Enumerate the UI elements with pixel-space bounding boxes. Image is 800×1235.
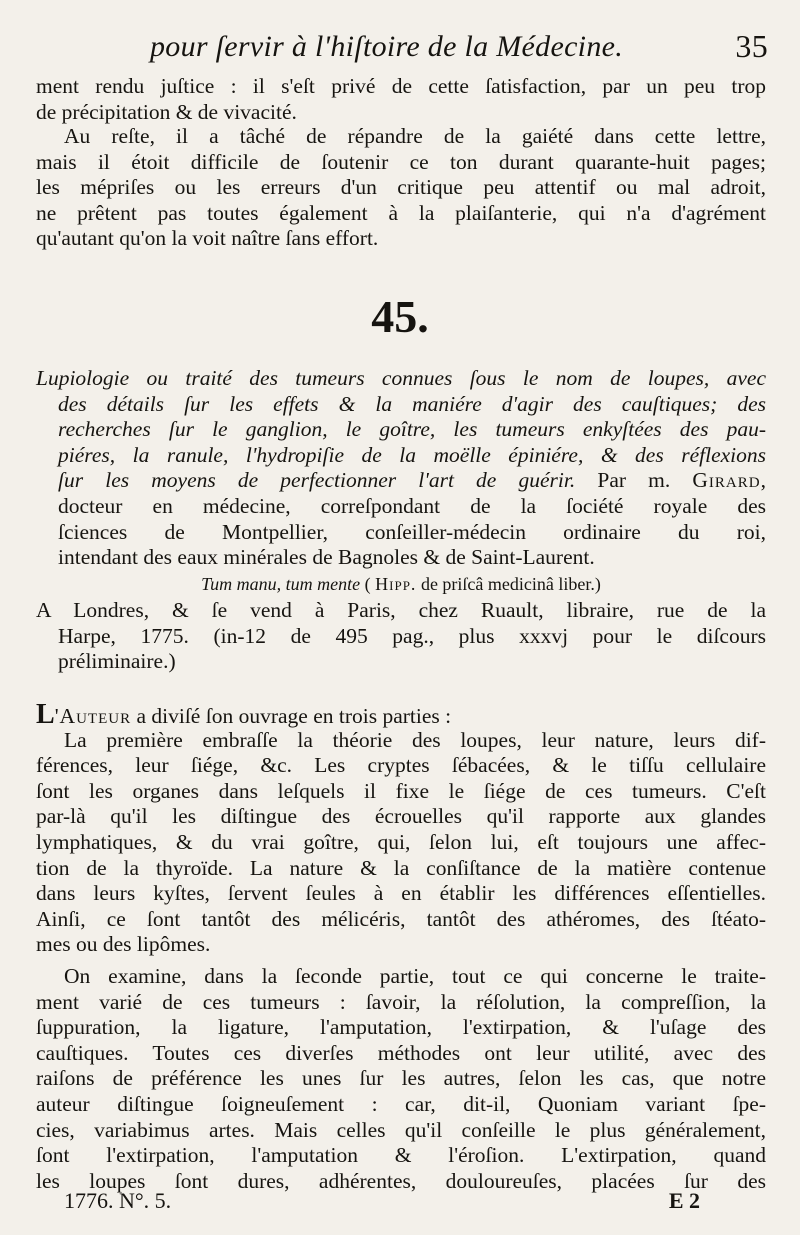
- text-line: par-là qu'il les diſtingue des écrouelles qu'il rapporte aux glandes: [36, 804, 766, 829]
- intro-paragraph: [36, 74, 766, 125]
- title-line: des détails ſur les effets & la maniére d'agir des cauſtiques; des: [58, 391, 766, 416]
- epigraph-latin: Tum manu, tum mente: [201, 574, 361, 594]
- text-line: La première embraſſe la théorie des loupes, leur nature, leurs dif-: [64, 727, 766, 752]
- opening-line: [36, 699, 766, 730]
- text-line: les loupes ſont dures, adhérentes, douloureuſes, placées ſur des: [36, 1168, 766, 1193]
- text-line: Ainſi, ce ſont tantôt des mélicéris, tantôt des athéromes, des ſtéato-: [36, 906, 766, 931]
- text-line: auteur diſtingue ſoigneuſement : car, dit-il, Quoniam variant ſpe-: [36, 1091, 766, 1116]
- gathering-mark: E 2: [668, 1188, 700, 1213]
- text-line: dans leurs kyſtes, ſervent ſeules à en établir les différences eſſentielles.: [36, 881, 766, 906]
- text-line: mais il étoit difficile de ſoutenir ce ton durant quarante-huit pages;: [36, 149, 766, 174]
- title-line: recherches ſur le ganglion, le goître, les tumeurs enkyſtées des pau-: [58, 417, 766, 442]
- text-line: ſont les organes dans leſquels il fixe le ſiége de ces tumeurs. C'eſt: [36, 778, 766, 803]
- epigraph-rest: de priſcâ medicinâ liber.): [416, 574, 601, 594]
- imprint-line: préliminaire.): [58, 649, 176, 674]
- title-line: piéres, la ranule, l'hydropiſie de la moëlle épiniére, & des réflexions: [58, 442, 766, 467]
- page-number: 35: [735, 28, 768, 64]
- author-name: Girard: [692, 468, 761, 493]
- epigraph-open: (: [360, 574, 376, 594]
- epigraph-source: Hipp.: [375, 574, 417, 594]
- text-line: lymphatiques, & du vrai goître, qui, ſelon lui, eſt toujours une affec-: [36, 829, 766, 854]
- epigraph: [36, 572, 766, 598]
- imprint: [36, 598, 766, 675]
- imprint-line: A Londres, & ſe vend à Paris, chez Ruault, libraire, rue de la: [36, 598, 766, 622]
- text-line: férences, leur ſiége, &c. Les cryptes ſébacées, & le tiſſu cellulaire: [36, 753, 766, 778]
- article-number: 45.: [371, 291, 429, 342]
- author-line: intendant des eaux minérales de Bagnoles & de Saint-Laurent.: [58, 545, 595, 570]
- opening-rest: a diviſé ſon ouvrage en trois parties :: [131, 704, 452, 728]
- text-line: ſont l'extirpation, l'amputation & l'éroſion. L'extirpation, quand: [36, 1143, 766, 1168]
- imprint-line: Harpe, 1775. (in-12 de 495 pag., plus xxxvj pour le diſcours: [58, 623, 766, 648]
- running-title: pour ſervir à l'hiſtoire de la Médecine.: [150, 30, 624, 63]
- title-ending: ſur les moyens de perfectionner l'art de guérir.: [58, 468, 576, 493]
- text-line: qu'autant qu'on la voit naître ſans effort.: [36, 226, 379, 251]
- text-line: Au reſte, il a tâché de répandre de la gaiété dans cette lettre,: [64, 124, 766, 148]
- text-line: ment varié de ces tumeurs : ſavoir, la réſolution, la compreſſion, la: [36, 989, 766, 1014]
- text-line: de précipitation & de vivacité.: [36, 99, 297, 124]
- book-title-entry: [36, 366, 766, 571]
- text-line: cauſtiques. Toutes ces diverſes méthodes ont leur utilité, avec des: [36, 1040, 766, 1065]
- author-line: ſciences de Montpellier, conſeiller-médecin ordinaire du roi,: [58, 519, 766, 544]
- text-line: cies, variabimus artes. Mais celles qu'il conſeille le plus généralement,: [36, 1117, 766, 1142]
- opening-caps: 'Auteur: [54, 704, 132, 728]
- running-header: [150, 30, 768, 70]
- drop-initial: L: [36, 699, 55, 730]
- text-line: mes ou des lipômes.: [36, 932, 211, 957]
- title-line: Lupiologie ou traité des tumeurs connues ſous le nom de loupes, avec: [36, 366, 766, 390]
- text-line: tion de la thyroïde. La nature & la conſiſtance de la matière contenue: [36, 855, 766, 880]
- text-line: On examine, dans la ſeconde partie, tout ce qui concerne le traite-: [64, 963, 766, 988]
- by-text: Par m.: [575, 468, 693, 493]
- text-line: les mépriſes ou les erreurs d'un critique peu attentif ou mal adroit,: [36, 175, 766, 200]
- title-line-author: ſur les moyens de perfectionner l'art de guérir. Par m. Girard,: [58, 468, 766, 493]
- text-line: ſuppuration, la ligature, l'amputation, l'extirpation, & l'uſage des: [36, 1015, 766, 1040]
- author-line: docteur en médecine, correſpondant de la ſociété royale des: [58, 493, 766, 518]
- review-body: [36, 699, 766, 1194]
- text-line: ment rendu juſtice : il s'eſt privé de cette ſatisfaction, par un peu trop: [36, 74, 766, 98]
- text-line: ne prêtent pas toutes également à la plaiſanterie, qui n'a d'agrément: [36, 200, 766, 225]
- text-line: raiſons de préférence les unes ſur les autres, ſelon les cas, que notre: [36, 1066, 766, 1091]
- paragraph-au-reste: [36, 124, 766, 252]
- issue-signature: 1776. N°. 5.: [64, 1188, 172, 1213]
